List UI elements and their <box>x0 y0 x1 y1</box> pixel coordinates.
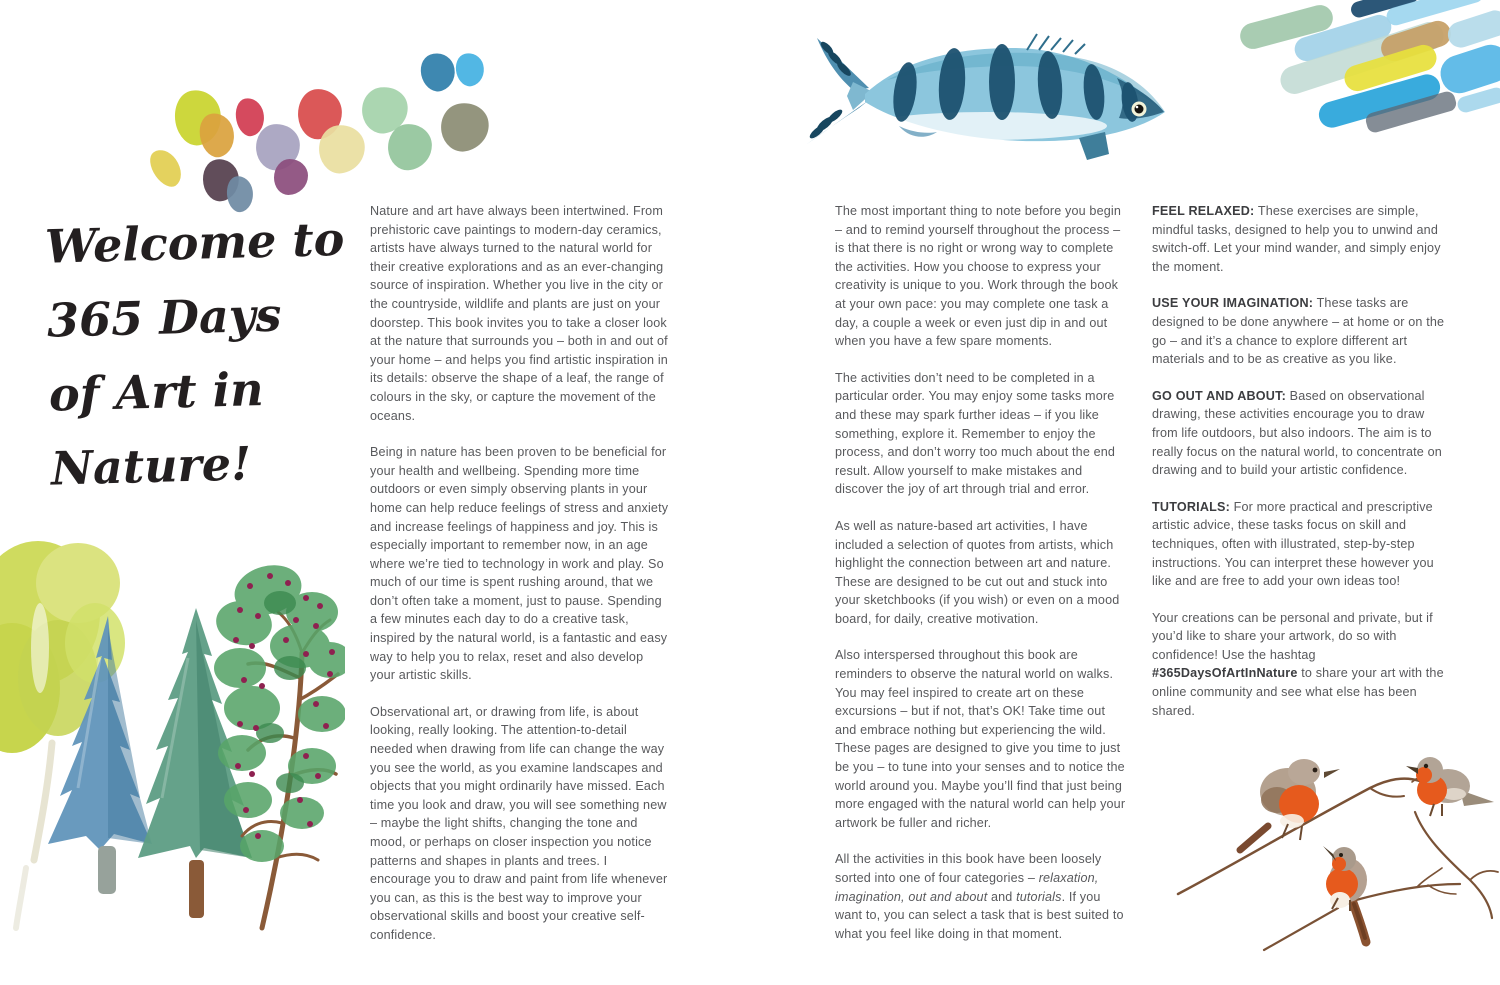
body-text: and <box>987 889 1017 904</box>
paragraph-wellbeing: Being in nature has been proven to be beneficial for your health and wellbeing. Spending more time outdoors or even simply observing plants in your home can help reduce feelings of stress and anxiety and increase feelings of happiness and joy. This is especially important to remember now, in an age where we’re tied to technology in work and play. So much of our time is spent rushing around, that we don’t often take a moment, just to pause. Spending a few minutes each day to do a creative task, inspired by the natural world, is a fantastic and easy way to help you to relax, reset and also develop your artistic skills. <box>370 445 669 683</box>
section-label: USE YOUR IMAGINATION: <box>1152 296 1314 311</box>
paragraph-no-wrong-way: The most important thing to note before you begin – and to remind yourself throughout the process – is that there is no right or wrong way to complete the activities. How you choose to express your creativity is unique to you. Work through the book at your own pace: you may complete one task a day, a couple a week or even just dip in and out when you have a few spare moments. <box>835 204 1121 349</box>
title-line: of Art in <box>48 362 265 422</box>
watercolor-trees-illustration <box>0 528 345 960</box>
paragraph-intro: Nature and art have always been intertwined. From prehistoric cave paintings to modern-day ceramics, artists have always turned to the natural world for their creative explorations and as an ever-changing source of inspiration. Whether you live in the city or the countryside, wildlife and plants are just on your doorstep. This book invites you to take a closer look at the nature that surrounds you – both in and out of your home – and helps you find artistic inspiration in its details: observe the shape of a leaf, the range of colours in the sky, or capture the movement of the oceans. <box>370 204 668 423</box>
section-text: For more practical and prescriptive artistic advice, these tasks focus on skill and techniques, often with illustrated, step-by-step instructions. You can interpret these however you like and are free to add your own ideas too! <box>1152 499 1434 589</box>
body-text: Your creations can be personal and private, but if you’d like to share your artwork, do so with confidence! Use the hashtag <box>1152 610 1433 662</box>
section-label: TUTORIALS: <box>1152 499 1231 514</box>
body-text: All the activities in this book have been loosely sorted into one of four categories – <box>835 852 1102 885</box>
category-name: tutorials <box>1016 889 1062 904</box>
section-text: These tasks are designed to be done anywhere – at home or on the go – and it’s a chance to explore different art materials and to be as creative as you like. <box>1152 296 1445 367</box>
robin-2 <box>1406 757 1494 816</box>
section-text: These exercises are simple, mindful tasks, designed to help you to unwind and switch-off. Let your mind wander, and simply enjoy the moment. <box>1152 204 1441 274</box>
watercolor-blob <box>437 99 493 155</box>
section-tutorials <box>1152 498 1450 591</box>
robin-3 <box>1323 846 1367 942</box>
page-title <box>44 202 345 505</box>
hashtag-text: #365DaysOfArtInNature <box>1152 666 1298 681</box>
robin-1 <box>1240 759 1340 850</box>
section-use-your-imagination <box>1152 294 1450 368</box>
body-text: to share your art with the online community and see what else has been shared. <box>1152 666 1444 718</box>
title-line: Nature! <box>50 436 252 496</box>
paragraph-nature-walks: Also interspersed throughout this book are reminders to observe the natural world on walks. You may feel inspired to create art on these excursions – but if not, that’s OK! Take time out and embrace nothing but experiencing the wild. These pages are designed to give you time to just be you – to tune into your senses and to notice the world around you. Maybe you’ll find that just being more engaged with the natural world can help your artwork be fuller and richer. <box>835 648 1126 830</box>
watercolor-mackerel-fish-illustration <box>787 20 1177 167</box>
watercolor-blob <box>416 48 461 95</box>
watercolor-robins-illustration <box>1172 732 1500 967</box>
paragraph-share-hashtag <box>1152 609 1450 721</box>
category-name: relaxation, imagination, out and about <box>835 871 1099 904</box>
title-line: 365 Days <box>46 287 283 348</box>
watercolor-blob <box>452 50 488 89</box>
paragraph-any-order: The activities don’t need to be completed in a particular order. You may enjoy some tasks more and these may spark further ideas – if you like something, explore it. Remember to enjoy the process, and don’t worry too much about the end result. Allow yourself to make mistakes and discover the joy of art through trial and error. <box>835 370 1116 497</box>
section-label: FEEL RELAXED: <box>1152 204 1255 218</box>
watercolor-blob <box>274 159 308 195</box>
left-text-column <box>370 202 670 963</box>
paragraph-observational-art: Observational art, or drawing from life, is about looking, really looking. The attention-to-detail needed when drawing from life can change the way you see the world, as you examine landscapes and objects that you might ordinarily have missed. Each time you look and draw, you will see something new – maybe the light shifts, changing the tone and mood, or perhaps on closer inspection you notice patterns and shapes in plants and trees. I encourage you to draw and paint from life whenever you can, as this is the best way to improve your observational skills and boost your creative self-confidence. <box>370 704 668 942</box>
section-feel-relaxed <box>1152 202 1450 276</box>
section-go-out-and-about <box>1152 387 1450 480</box>
watercolor-paint-dots <box>130 22 490 202</box>
section-text: Based on observational drawing, these activities encourage you to draw from life outdoors, but also indoors. The aim is to really focus on the natural world, to concentrate on drawing and to build your artistic confidence. <box>1152 388 1442 478</box>
right-text-column <box>1152 202 1450 738</box>
paragraph-artist-quotes: As well as nature-based art activities, I have included a selection of quotes from artists, which highlight the connection between art and nature. These are designed to be cut out and stuck into your sketchbooks (if you wish) or even on a mood board, for daily, creative motivation. <box>835 518 1120 626</box>
watercolor-brush-strokes <box>1235 0 1500 157</box>
body-text: . If you want to, you can select a task that is best suited to what you feel like doing in that moment. <box>835 889 1124 941</box>
title-line: Welcome to <box>44 211 345 274</box>
watercolor-blob <box>144 144 188 192</box>
paragraph-four-categories <box>835 850 1128 943</box>
middle-text-column <box>835 202 1128 961</box>
section-label: GO OUT AND ABOUT: <box>1152 388 1286 403</box>
watercolor-blob <box>386 122 434 172</box>
